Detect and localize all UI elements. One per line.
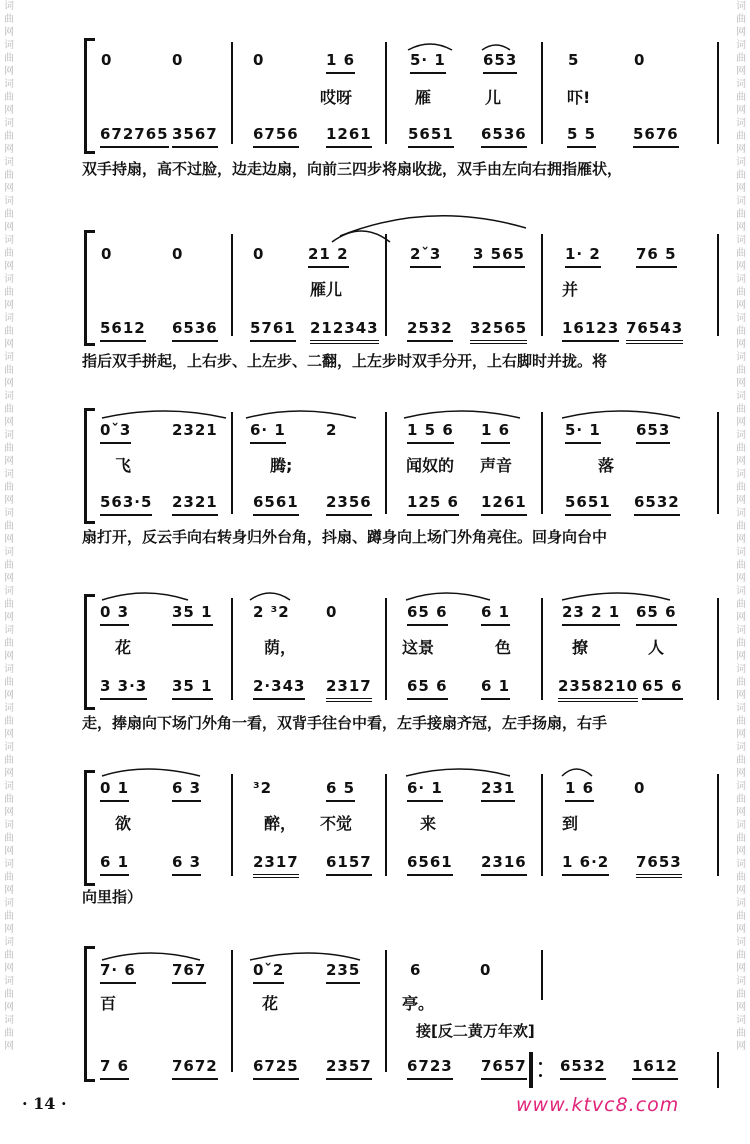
note-group: 6536 (481, 122, 527, 148)
note-group: 2356 (326, 490, 372, 516)
lyric-text: 不觉 (320, 814, 353, 833)
note-group: 1612 (632, 1054, 678, 1080)
lyric-text: 撩 (572, 638, 589, 657)
note-group: 2 (326, 421, 338, 439)
lyric-text: 到 (562, 814, 579, 833)
note-group: 563·5 (100, 490, 152, 516)
note-group: 235 (326, 958, 360, 984)
lyric-text: 来 (420, 814, 437, 833)
note-group: 2321 (172, 490, 218, 516)
voice-line (0, 242, 750, 266)
note-group: 1 6 (481, 418, 510, 444)
accompaniment-line (0, 490, 750, 514)
lyric-text: 落 (598, 456, 615, 475)
note-group: 1· 2 (565, 242, 601, 268)
voice-line (0, 600, 750, 624)
note-group: 6 5 (326, 776, 355, 802)
note-group: 6 3 (172, 776, 201, 802)
note-group: 6 1 (481, 600, 510, 626)
note-group: 5761 (250, 316, 296, 342)
note-group: 5676 (633, 122, 679, 148)
note-group: 7672 (172, 1054, 218, 1080)
lyric-text: 花 (115, 638, 132, 657)
voice-line (0, 418, 750, 442)
note-group: 6725 (253, 1054, 299, 1080)
watermark-right: 词曲网词曲网词曲网词曲网词曲网词曲网词曲网词曲网词曲网词曲网词曲网词曲网词曲网词曲网词曲网词曲网词曲网词曲网词曲网词曲网词曲网词曲网词曲网词曲网词曲网词曲网词曲网 (736, 1, 746, 1052)
lyric-text: 儿 (485, 88, 502, 107)
note-group: 0 (101, 245, 113, 263)
note-group: 3 3·3 (100, 674, 147, 700)
note-group: 0 (253, 51, 265, 69)
lyric-line (0, 636, 750, 660)
note-group: 1261 (326, 122, 372, 148)
lyric-text: 哎呀 (320, 88, 353, 107)
note-group: 2ˇ3 (410, 242, 441, 268)
site-watermark-url: www.ktvc8.com (516, 1094, 680, 1116)
note-group: 0 (172, 245, 184, 263)
performance-instruction: 指后双手拼起，上右步、上左步、二翻，上左步时双手分开，上右脚时并拢。将 (82, 352, 608, 370)
note-group: 6723 (407, 1054, 453, 1080)
note-group: 1 6·2 (562, 850, 609, 876)
note-group: 2·343 (253, 674, 305, 700)
note-group: 6157 (326, 850, 372, 876)
note-group: 65 6 (407, 674, 448, 700)
note-group: 3567 (172, 122, 218, 148)
lyric-text: 醉， (264, 814, 297, 833)
note-group: 5651 (408, 122, 454, 148)
note-group: 6532 (560, 1054, 606, 1080)
note-group: 2357 (326, 1054, 372, 1080)
note-group: 0 (326, 603, 338, 621)
note-group: 2 ³2 (253, 603, 290, 621)
note-group: 16123 (562, 316, 619, 342)
note-group: 1 6 (326, 48, 355, 74)
note-group: 32565 (470, 316, 527, 344)
note-group: 6 (410, 961, 422, 979)
lyric-text: 并 (562, 280, 579, 299)
note-group: 7· 6 (100, 958, 136, 984)
note-group: 653 (636, 418, 670, 444)
accompaniment-line (0, 850, 750, 874)
tune-cue-label: 接[反二黄万年欢] (416, 1022, 535, 1040)
note-group: 0 (634, 779, 646, 797)
lyric-text: 这景 (402, 638, 435, 657)
note-group: 653 (483, 48, 517, 74)
note-group: 7653 (636, 850, 682, 878)
note-group: 5612 (100, 316, 146, 342)
note-group: 5 (568, 51, 580, 69)
lyric-line (0, 454, 750, 478)
accompaniment-line (0, 674, 750, 698)
note-group: 5651 (565, 490, 611, 516)
note-group: 2532 (407, 316, 453, 342)
note-group: 212343 (310, 316, 379, 344)
accompaniment-line (0, 316, 750, 340)
lyric-text: 荫， (264, 638, 297, 657)
note-group: 0 (172, 51, 184, 69)
note-group: 65 6 (407, 600, 448, 626)
note-group: 2317 (326, 674, 372, 702)
note-group: 6· 1 (250, 418, 286, 444)
note-group: 231 (481, 776, 515, 802)
note-group: 6· 1 (407, 776, 443, 802)
lyric-text: 声音 (480, 456, 513, 475)
lyric-line (0, 86, 750, 110)
note-group: 767 (172, 958, 206, 984)
lyric-text: 人 (648, 638, 665, 657)
note-group: 6756 (253, 122, 299, 148)
lyric-text: 色 (495, 638, 512, 657)
note-group: 0 1 (100, 776, 129, 802)
lyric-line (0, 812, 750, 836)
note-group: 7657 (481, 1054, 527, 1080)
note-group: 0 (253, 245, 265, 263)
watermark-left: 词曲网词曲网词曲网词曲网词曲网词曲网词曲网词曲网词曲网词曲网词曲网词曲网词曲网词曲网词曲网词曲网词曲网词曲网词曲网词曲网词曲网词曲网词曲网词曲网词曲网词曲网词曲网 (4, 1, 14, 1052)
performance-instruction: 走，捧扇向下场门外角一看，双背手往台中看，左手接扇齐冠，左手扬扇，右手 (82, 714, 608, 732)
voice-line (0, 776, 750, 800)
lyric-text: 亭。 (402, 994, 435, 1013)
note-group: 6 3 (172, 850, 201, 876)
note-group: 6 1 (481, 674, 510, 700)
note-group: 6536 (172, 316, 218, 342)
note-group: 1 6 (565, 776, 594, 802)
note-group: 0ˇ2 (253, 958, 284, 984)
note-group: 125 6 (407, 490, 459, 516)
note-group: 7 6 (100, 1054, 129, 1080)
note-group: 0 (101, 51, 113, 69)
lyric-text: 花 (262, 994, 279, 1013)
note-group: 0 3 (100, 600, 129, 626)
note-group: 23 2 1 (562, 600, 620, 626)
note-group: 6 1 (100, 850, 129, 876)
note-group: 0 (480, 961, 492, 979)
note-group: 6532 (634, 490, 680, 516)
note-group: 65 6 (642, 674, 683, 700)
note-group: 2321 (172, 421, 218, 439)
voice-line (0, 958, 750, 982)
note-group: 0 (634, 51, 646, 69)
note-group: 1 5 6 (407, 418, 454, 444)
lyric-text: 百 (100, 994, 117, 1013)
lyric-text: 雁儿 (310, 280, 343, 299)
note-group: 2358210 (558, 674, 638, 702)
lyric-text: 雁 (415, 88, 432, 107)
note-group: 35 1 (172, 600, 213, 626)
note-group: 5· 1 (410, 48, 446, 74)
note-group: ³2 (253, 779, 273, 797)
note-group: 2317 (253, 850, 299, 878)
lyric-text: 欲 (115, 814, 132, 833)
page-number: · 14 · (22, 1094, 67, 1113)
lyric-text: 飞 (115, 456, 132, 475)
accompaniment-line (0, 122, 750, 146)
performance-instruction: 扇打开，反云手向右转身归外台角，抖扇、蹲身向上场门外角亮住。回身向台中 (82, 528, 608, 546)
lyric-line (0, 992, 750, 1016)
note-group: 76543 (626, 316, 683, 344)
performance-instruction: 向里指） (82, 888, 143, 906)
note-group: 6561 (407, 850, 453, 876)
note-group: 3 565 (473, 242, 525, 268)
note-group: 21 2 (308, 242, 349, 268)
lyric-text: 吓! (567, 88, 591, 107)
note-group: 76 5 (636, 242, 677, 268)
note-group: 6561 (253, 490, 299, 516)
note-group: 65 6 (636, 600, 677, 626)
slur-mark (330, 206, 540, 246)
lyric-line (0, 278, 750, 302)
lyric-text: 腾; (270, 456, 293, 475)
voice-line (0, 48, 750, 72)
note-group: 1261 (481, 490, 527, 516)
performance-instruction: 双手持扇，高不过脸，边走边扇，向前三四步将扇收拢，双手由左向右拥指雁状， (82, 160, 623, 178)
note-group: 35 1 (172, 674, 213, 700)
note-group: 2316 (481, 850, 527, 876)
note-group: 5 5 (567, 122, 596, 148)
note-group: 0ˇ3 (100, 418, 131, 444)
note-group: 672765 (100, 122, 169, 148)
note-group: 5· 1 (565, 418, 601, 444)
accompaniment-line (0, 1054, 750, 1078)
lyric-text: 闻奴的 (406, 456, 455, 475)
